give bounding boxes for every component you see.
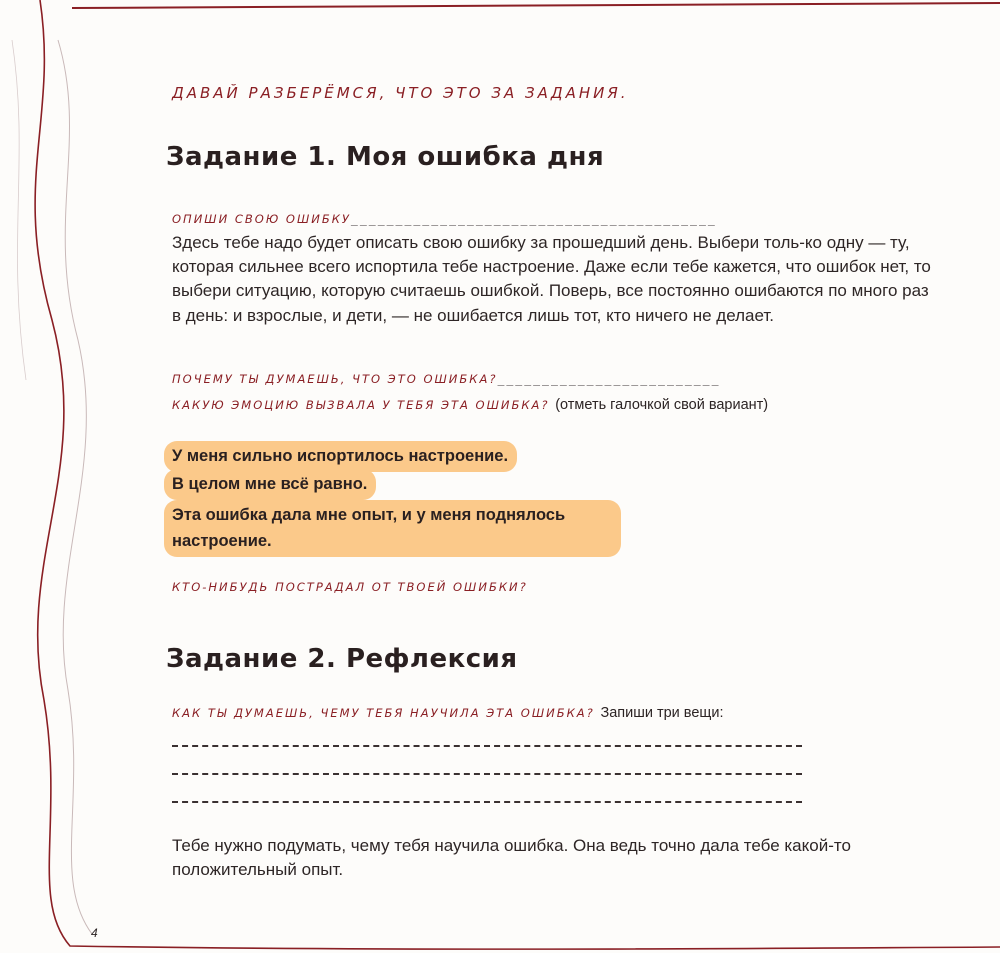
why-prompt-line <box>172 370 721 388</box>
answer-line-1[interactable] <box>172 745 802 747</box>
emotion-option-indifferent[interactable]: В целом мне всё равно. <box>164 469 376 500</box>
describe-text: Здесь тебе надо будет описать свою ошибку за прошедший день. Выбери толь-ко одну — ту, которая сильнее всего испортила тебе настроение. Даже если тебе кажется, что ошибок нет, то выбери ситуацию, которую считаешь ошибкой. Поверь, все постоянно ошибаются по много раз в день: и взрослые, и дети, — не ошибается лишь тот, кто ничего не делает. <box>172 233 931 325</box>
intro-heading: ДАВАЙ РАЗБЕРЁМСЯ, ЧТО ЭТО ЗА ЗАДАНИЯ. <box>172 84 629 102</box>
emotion-option-bad-mood[interactable]: У меня сильно испортилось настроение. <box>164 441 517 472</box>
page-number: 4 <box>91 926 98 940</box>
task2-text: Тебе нужно подумать, чему тебя научила ошибка. Она ведь точно дала тебе какой-то положительный опыт. <box>172 836 851 880</box>
answer-line-2[interactable] <box>172 773 802 775</box>
emotion-prompt: КАКУЮ ЭМОЦИЮ ВЫЗВАЛА У ТЕБЯ ЭТА ОШИБКА? <box>172 398 550 412</box>
answer-line-3[interactable] <box>172 801 802 803</box>
describe-prompt: ОПИШИ СВОЮ ОШИБКУ <box>172 212 351 226</box>
learn-prompt: КАК ТЫ ДУМАЕШЬ, ЧЕМУ ТЕБЯ НАУЧИЛА ЭТА ОШИБКА? <box>172 706 595 720</box>
task1-title: Задание 1. Моя ошибка дня <box>166 142 605 172</box>
harm-prompt: КТО-НИБУДЬ ПОСТРАДАЛ ОТ ТВОЕЙ ОШИБКИ? <box>172 580 528 594</box>
learn-prompt-line <box>172 704 723 722</box>
why-prompt: ПОЧЕМУ ТЫ ДУМАЕШЬ, ЧТО ЭТО ОШИБКА? <box>172 372 498 386</box>
why-answer-line[interactable]: _________________________ <box>497 372 721 386</box>
emotion-note: (отметь галочкой свой вариант) <box>555 397 769 413</box>
describe-prompt-line <box>172 210 717 228</box>
learn-note: Запиши три вещи: <box>600 705 724 721</box>
task2-title: Задание 2. Рефлексия <box>166 644 518 674</box>
emotion-prompt-line <box>172 396 768 414</box>
emotion-option-experience[interactable]: Эта ошибка дала мне опыт, и у меня поднялось настроение. <box>164 500 621 557</box>
describe-answer-line[interactable]: _________________________________________ <box>350 212 717 226</box>
